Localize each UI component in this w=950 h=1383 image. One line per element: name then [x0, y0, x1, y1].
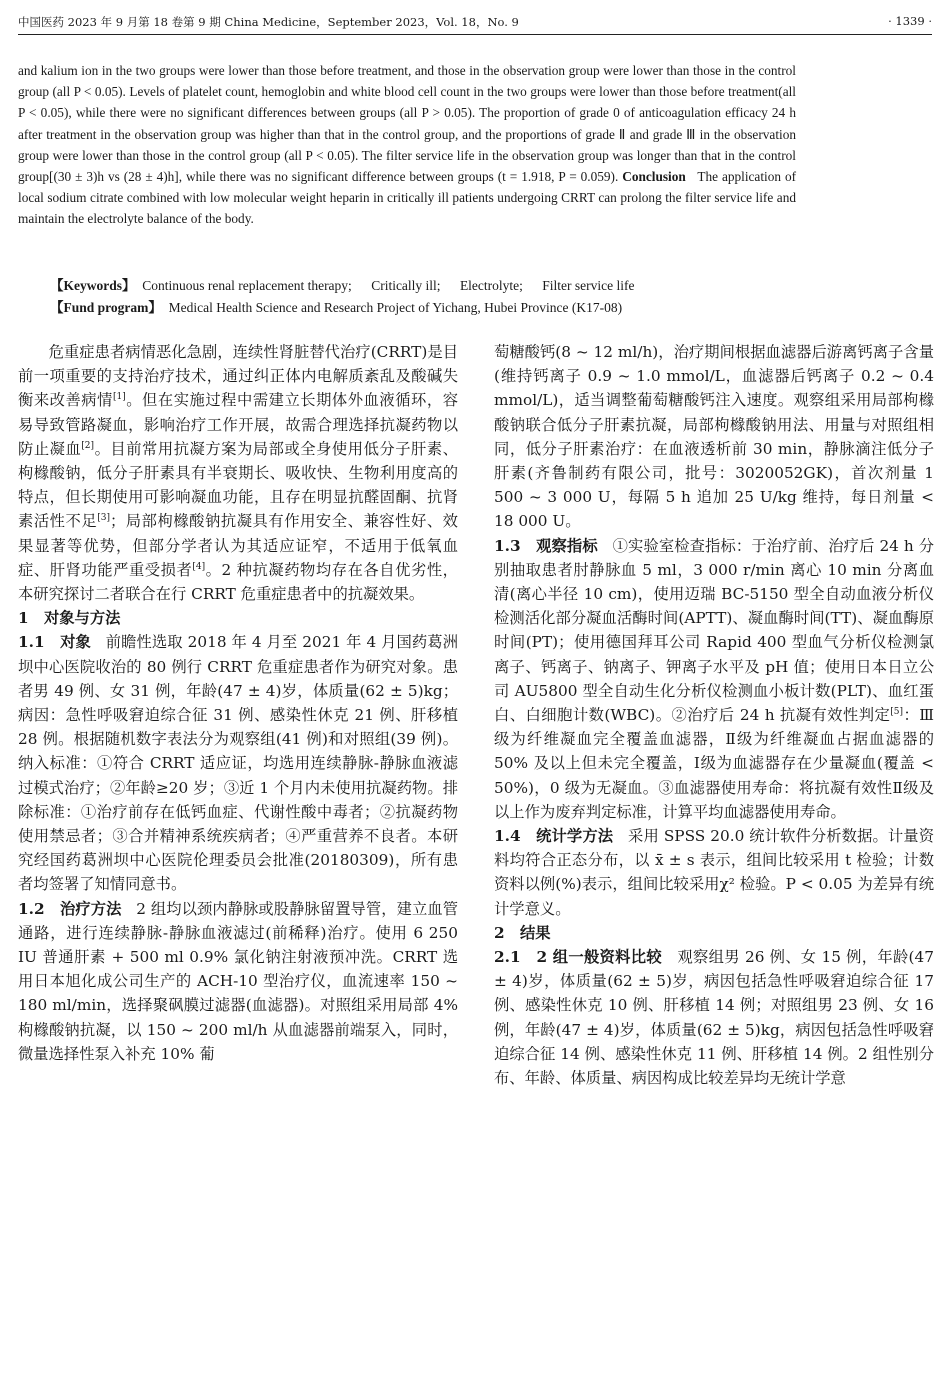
fund-label: 【Fund program】: [50, 300, 162, 315]
left-column: [18, 340, 458, 1066]
subsection-text: ①实验室检查指标：于治疗前、治疗后 24 h 分别抽取患者肘静脉血 5 ml，3 000 r/min 离心 10 min 分离血清(离心半径 10 cm)，使用迈瑞 BC-5150 型全自动血液分析仪检测活化部分凝血活酶时间(APTT)、凝血酶时间(TT)、凝血酶原时间(PT)；使用德国拜耳公司 Rapid 400 型血气分析仪检测氯离子、钙离子、钠离子、钾离子水平及 pH 值；使用日本日立公司 AU5800 型全自动生化分析仪检测血小板计数(PLT)、血红蛋白、白细胞计数(WBC)。②治疗后 24 h 抗凝有效性判定: [494, 536, 934, 725]
subsection-1-1: [18, 630, 458, 896]
fund-text: Medical Health Science and Research Project of Yichang, Hubei Province (K17-08): [168, 300, 623, 315]
subsection-heading: 1.2 治疗方法: [18, 899, 122, 918]
keyword-item: Electrolyte;: [459, 278, 523, 293]
subsection-2-1: [494, 945, 934, 1090]
intro-text: 。但在实施过程中需建立长期体外血液循环，容易导致管路凝血，影响治疗工作开展，故需合理选择抗凝药物以防止凝血: [18, 391, 458, 458]
citation-ref[interactable]: [2]: [81, 440, 95, 451]
journal-citation: 中国医药 2023 年 9 月第 18 卷第 9 期 China Medicine，September 2023，Vol. 18，No. 9: [18, 15, 519, 29]
english-abstract: [18, 60, 796, 230]
subsection-text: 观察组男 26 例、女 15 例，年龄(47 ± 4)岁，体质量(62 ± 5)岁，病因包括急性呼吸窘迫综合征 17 例、感染性休克 10 例、肝移植 14 例；对照组男 23 例、女 16 例，年龄(47 ± 4)岁，体质量(62 ± 5)kg，病因包括急性呼吸窘迫综合征 14 例、感染性休克 11 例、肝移植 14 例。2 组性别分布、年龄、体质量、病因构成比较差异均无统计学意: [494, 948, 934, 1088]
running-header: [18, 12, 932, 35]
intro-text: 。2 种抗凝药物均存在各自优劣性，本研究探讨二者联合在行 CRRT 危重症患者中的抗凝效果。: [18, 560, 458, 604]
continued-paragraph: 萄糖酸钙(8 ~ 12 ml/h)，治疗期间根据血滤器后游离钙离子含量(维持钙离子 0.9 ~ 1.0 mmol/L，血滤器后钙离子 0.2 ~ 0.4 mmol/L)，适当调整葡萄糖酸钙注入速度。观察组采用局部枸橼酸钠联合低分子肝素抗凝，局部枸橼酸钠用法、用量与对照组相同，低分子肝素治疗：在血液透析前 30 min，静脉滴注低分子肝素(齐鲁制药有限公司，批号：3020052GK)，首次剂量 1 500 ~ 3 000 U，每隔 5 h 追加 25 U/kg 维持，每日剂量 < 18 000 U。: [494, 343, 934, 531]
fund-line: [50, 298, 810, 318]
intro-text: ；局部枸橼酸钠抗凝具有作用安全、兼容性好、效果显著等优势，但部分学者认为其适应证窄，不适用于低氧血症、肝肾功能严重受损者: [18, 512, 458, 579]
section-heading: 2 结果: [494, 923, 551, 942]
keywords-line: [50, 276, 810, 296]
citation-ref[interactable]: [1]: [112, 392, 126, 403]
keywords-label: 【Keywords】: [50, 278, 136, 293]
citation-ref[interactable]: [3]: [97, 513, 110, 524]
subsection-1-3: [494, 534, 934, 824]
intro-paragraph: [18, 340, 458, 606]
keyword-item: Filter service life: [542, 278, 635, 293]
abstract-conclusion-text: The application of local sodium citrate combined with low molecular weight heparin in critically ill patients undergoing CRRT can prolong the filter service life and maintain the electrolyte balance of the body.: [18, 169, 797, 227]
subsection-heading: 1.1 对象: [18, 633, 91, 652]
subsection-1-4: [494, 824, 934, 921]
keyword-item: Critically ill;: [371, 278, 441, 293]
subsection-1-2: [18, 897, 458, 1066]
conclusion-label: Conclusion: [622, 169, 686, 185]
intro-text: 。目前常用抗凝方案为局部或全身使用低分子肝素、枸橼酸钠，低分子肝素具有半衰期长、吸收快、生物利用度高的特点，但长期使用可影响凝血功能，且存在明显抗醛固酮、抗肾素活性不足: [18, 439, 458, 531]
keyword-item: Continuous renal replacement therapy;: [142, 278, 352, 293]
subsection-heading: 1.3 观察指标: [494, 536, 598, 555]
page-number: · 1339 ·: [888, 14, 932, 28]
intro-text: 危重症患者病情恶化急剧，连续性肾脏替代治疗(CRRT)是目前一项重要的支持治疗技术，通过纠正体内电解质紊乱及酸碱失衡来改善病情: [18, 343, 458, 410]
right-column: [494, 340, 934, 1090]
abstract-results-text: and kalium ion in the two groups were lower than those before treatment, and those in the observation group were lower than those in the control group (all P < 0.05). Levels of platelet count, hemoglobin and white blood cell count in the two groups were lower than those before treatment(all P < 0.05), while there were no significant differences between groups (all P > 0.05). The proportion of grade 0 of anticoagulation efficacy 24 h after treatment in the observation group was higher than that in the control group, and the proportions of grade Ⅱ and grade Ⅲ in the observation group were lower than those in the control group (all P < 0.05). The filter service life in the observation group was longer than that in the control group[(30 ± 3)h vs (28 ± 4)h], while there was no significant difference between groups (t = 1.918, P = 0.059).: [18, 63, 796, 185]
subsection-heading: 2.1 2 组一般资料比较: [494, 948, 662, 967]
citation-ref[interactable]: [5]: [890, 706, 903, 717]
subsection-text: ：Ⅲ级为纤维凝血完全覆盖血滤器，Ⅱ级为纤维凝血占据血滤器的 50% 及以上但未完全覆盖，Ⅰ级为血滤器存在少量凝血(覆盖 < 50%)，0 级为无凝血。③血滤器使用寿命：将抗凝有效性Ⅱ级及以上作为废弃判定标准，计算平均血滤器使用寿命。: [494, 706, 934, 821]
citation-ref[interactable]: [4]: [192, 561, 206, 572]
subsection-text: 2 组均以颈内静脉或股静脉留置导管，建立血管通路，进行连续静脉-静脉血液滤过(前稀释)治疗。使用 6 250 IU 普通肝素 + 500 ml 0.9% 氯化钠注射液预冲洗。CRRT 选用日本旭化成公司生产的 ACH-10 型治疗仪，血流速率 150 ~ 180 ml/min，选择聚砜膜过滤器(血滤器)。对照组采用局部 4% 枸橼酸钠抗凝，以 150 ~ 200 ml/h 从血滤器前端泵入，同时，微量选择性泵入补充 10% 葡: [18, 899, 458, 1063]
subsection-heading: 1.4 统计学方法: [494, 827, 614, 846]
subsection-text: 前瞻性选取 2018 年 4 月至 2021 年 4 月国药葛洲坝中心医院收治的 80 例行 CRRT 危重症患者作为研究对象。患者男 49 例、女 31 例，年龄(47 ± 4)岁，体质量(62 ± 5)kg；病因：急性呼吸窘迫综合征 31 例、感染性休克 21 例、肝移植 28 例。根据随机数字表法分为观察组(41 例)和对照组(39 例)。纳入标准：①符合 CRRT 适应证，均选用连续静脉-静脉血液滤过模式治疗；②年龄≥20 岁；③近 1 个月内未使用抗凝药物。排除标准：①治疗前存在低钙血症、代谢性酸中毒者；②抗凝药物使用禁忌者；③合并精神系统疾病者；④严重营养不良者。本研究经国药葛洲坝中心医院伦理委员会批准(20180309)，所有患者均签署了知情同意书。: [18, 633, 458, 894]
section-heading: 1 对象与方法: [18, 609, 121, 628]
subsection-text: 采用 SPSS 20.0 统计软件分析数据。计量资料均符合正态分布，以 x̄ ± s 表示，组间比较采用 t 检验；计数资料以例(%)表示，组间比较采用χ² 检验。P < 0.05 为差异有统计学意义。: [494, 827, 934, 918]
